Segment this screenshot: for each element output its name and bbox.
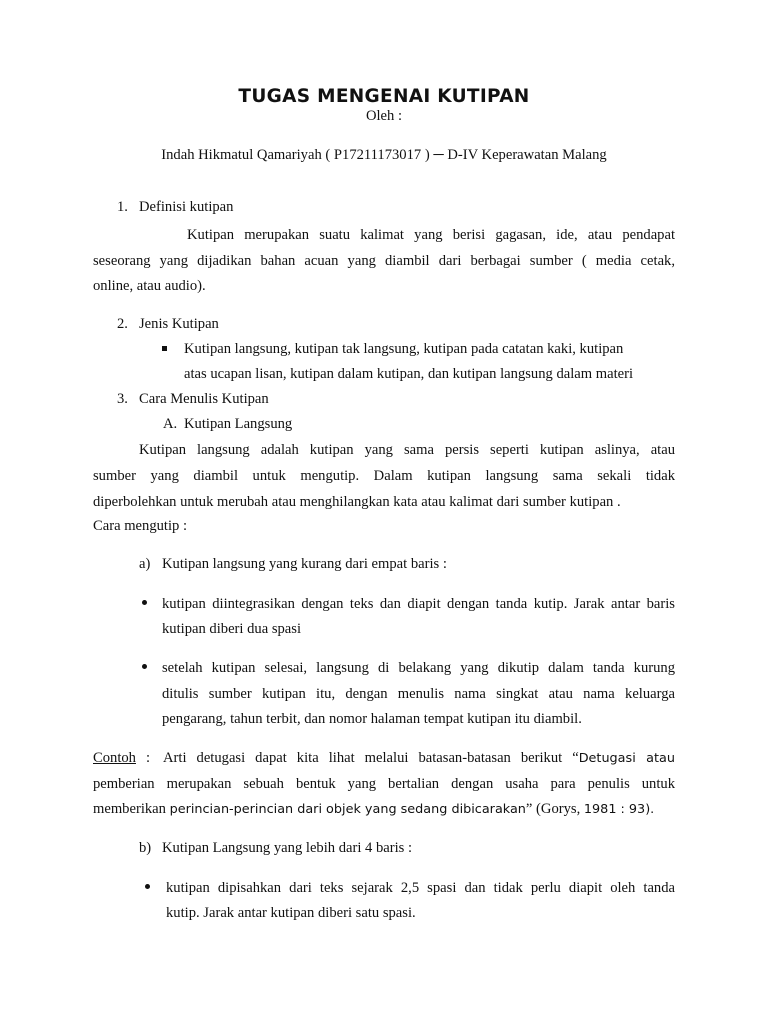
s3-paragraph-line: Kutipan langsung adalah kutipan yang sama persis seperti kutipan aslinya, atau (139, 442, 675, 458)
s3-paragraph-line: diperbolehkan untuk merubah atau menghilangkan kata atau kalimat dari sumber kutipan . (93, 494, 621, 510)
item-a-label: a) (139, 556, 151, 572)
a-bullet-1-line: kutipan diintegrasikan dengan teks dan diapit dengan tanda kutip. Jarak antar baris (162, 596, 675, 612)
a-bullet-2-line: pengarang, tahun terbit, dan nomor halaman tempat kutipan itu diambil. (162, 711, 582, 727)
b-bullet-1-line: kutip. Jarak antar kutipan diberi satu spasi. (166, 905, 416, 921)
round-bullet-icon (142, 600, 147, 605)
a-bullet-2-line: setelah kutipan selesai, langsung di belakang yang dikutip dalam tanda kurung (162, 660, 675, 676)
section-2-number: 2. (117, 316, 128, 332)
item-b-text: Kutipan Langsung yang lebih dari 4 baris : (162, 840, 413, 856)
square-bullet-icon (162, 346, 167, 351)
example-label (93, 746, 136, 771)
s3-paragraph-line: Cara mengutip : (93, 518, 188, 534)
section-3-number: 3. (117, 391, 128, 407)
s1-paragraph-line: online, atau audio). (93, 278, 206, 294)
s2-bullet-line: atas ucapan lisan, kutipan dalam kutipan, dan kutipan langsung dalam materi (184, 366, 634, 382)
section-1-heading: Definisi kutipan (139, 199, 234, 215)
b-bullet-1-line: kutipan dipisahkan dari teks sejarak 2,5 spasi dan tidak perlu diapit oleh tanda (166, 880, 675, 896)
section-2-heading: Jenis Kutipan (139, 316, 219, 332)
example-line: pemberian merupakan sebuah bentuk yang bertalian dengan usaha para penulis untuk (93, 776, 675, 792)
example-line (93, 797, 654, 822)
section-1-number: 1. (117, 199, 128, 215)
example-line-sans: perincian-perincian dari objek yang sedang dibicarakan (169, 802, 526, 817)
example-line-serif: ” (Gorys, (525, 801, 584, 817)
item-b-label: b) (139, 840, 152, 856)
example-line-serif: Arti detugasi dapat kita lihat melalui batasan-batasan berikut “ (163, 750, 579, 766)
subsection-a-label: A. (163, 416, 178, 432)
round-bullet-icon (145, 884, 150, 889)
s2-bullet-line: Kutipan langsung, kutipan tak langsung, kutipan pada catatan kaki, kutipan (184, 341, 624, 357)
example-line-serif: memberikan (93, 801, 170, 817)
example-line-sans: 1981 : 93). (583, 802, 655, 817)
section-3-heading: Cara Menulis Kutipan (139, 391, 269, 407)
round-bullet-icon (142, 664, 147, 669)
example-line (163, 746, 675, 771)
subsection-a-heading: Kutipan Langsung (184, 416, 293, 432)
s3-paragraph-line: sumber yang diambil untuk mengutip. Dalam kutipan langsung sama sekali tidak (93, 468, 675, 484)
example-label-text: Contoh (93, 750, 136, 766)
item-a-text: Kutipan langsung yang kurang dari empat baris : (162, 556, 447, 572)
a-bullet-1-line: kutipan diberi dua spasi (162, 621, 302, 637)
author-line: Indah Hikmatul Qamariyah ( P17211173017 ) ─ D-IV Keperawatan Malang (161, 147, 607, 163)
example-line-sans: Detugasi atau (578, 751, 675, 766)
by-label: Oleh : (365, 108, 403, 124)
example-separator: : (146, 750, 151, 766)
a-bullet-2-line: ditulis sumber kutipan itu, dengan menulis nama singkat atau nama keluarga (162, 686, 675, 702)
document-title: TUGAS MENGENAI KUTIPAN (238, 86, 530, 107)
s1-paragraph-line: Kutipan merupakan suatu kalimat yang berisi gagasan, ide, atau pendapat (187, 227, 675, 243)
s1-paragraph-line: seseorang yang dijadikan bahan acuan yang diambil dari berbagai sumber ( media cetak, (93, 253, 675, 269)
